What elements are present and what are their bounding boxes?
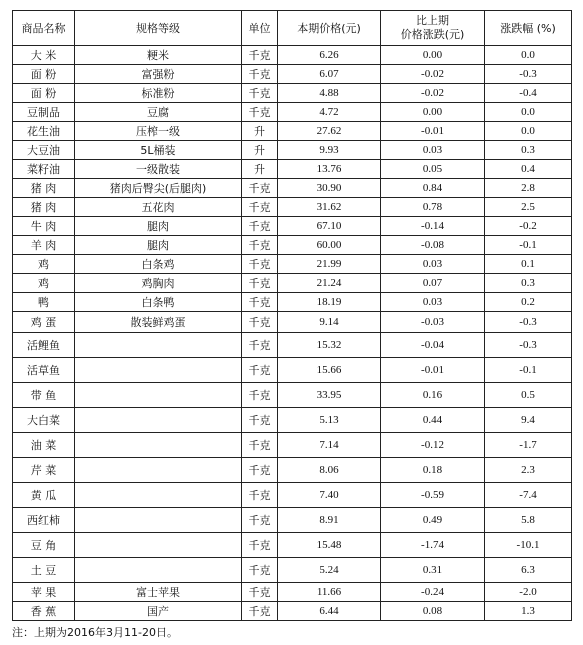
unit-cell: 千克 (242, 508, 278, 533)
change-percent-cell: 2.8 (485, 179, 572, 198)
product-name-cell: 花生油 (13, 122, 75, 141)
price-change-cell: 0.00 (381, 103, 485, 122)
spec-grade-cell: 猪肉后臀尖(后腿肉) (75, 179, 242, 198)
table-row (13, 408, 572, 433)
table-row (13, 583, 572, 602)
current-price-cell: 8.06 (278, 458, 381, 483)
price-change-cell: -0.02 (381, 65, 485, 84)
product-name-cell: 油 菜 (13, 433, 75, 458)
current-price-cell: 27.62 (278, 122, 381, 141)
product-name-cell: 大 米 (13, 46, 75, 65)
current-price-cell: 60.00 (278, 236, 381, 255)
change-percent-cell: 6.3 (485, 558, 572, 583)
current-price-cell: 6.26 (278, 46, 381, 65)
product-name-cell: 苹 果 (13, 583, 75, 602)
product-name-cell: 大白菜 (13, 408, 75, 433)
price-change-cell: -0.03 (381, 312, 485, 333)
price-change-cell: 0.03 (381, 293, 485, 312)
spec-grade-cell: 富强粉 (75, 65, 242, 84)
unit-cell: 千克 (242, 602, 278, 621)
product-name-cell: 牛 肉 (13, 217, 75, 236)
change-percent-cell: -0.1 (485, 358, 572, 383)
current-price-cell: 13.76 (278, 160, 381, 179)
table-row (13, 217, 572, 236)
current-price-cell: 18.19 (278, 293, 381, 312)
table-row (13, 358, 572, 383)
header-price-change (381, 11, 485, 46)
price-change-cell: -0.24 (381, 583, 485, 602)
current-price-cell: 15.32 (278, 333, 381, 358)
spec-grade-cell (75, 358, 242, 383)
price-change-cell: -1.74 (381, 533, 485, 558)
current-price-cell: 15.48 (278, 533, 381, 558)
change-percent-cell: 0.0 (485, 122, 572, 141)
spec-grade-cell: 国产 (75, 602, 242, 621)
unit-cell: 千克 (242, 103, 278, 122)
table-row (13, 433, 572, 458)
price-change-cell: 0.31 (381, 558, 485, 583)
current-price-cell: 11.66 (278, 583, 381, 602)
spec-grade-cell (75, 483, 242, 508)
header-change-percent: 涨跌幅 (%) (485, 11, 572, 46)
unit-cell: 千克 (242, 558, 278, 583)
current-price-cell: 67.10 (278, 217, 381, 236)
price-change-cell: 0.03 (381, 255, 485, 274)
spec-grade-cell (75, 383, 242, 408)
change-percent-cell: -0.1 (485, 236, 572, 255)
current-price-cell: 8.91 (278, 508, 381, 533)
product-name-cell: 带 鱼 (13, 383, 75, 408)
spec-grade-cell: 散装鲜鸡蛋 (75, 312, 242, 333)
product-name-cell: 鸡 (13, 255, 75, 274)
spec-grade-cell: 豆腐 (75, 103, 242, 122)
table-row (13, 383, 572, 408)
change-percent-cell: 0.5 (485, 383, 572, 408)
product-name-cell: 鸭 (13, 293, 75, 312)
spec-grade-cell (75, 408, 242, 433)
unit-cell: 千克 (242, 533, 278, 558)
unit-cell: 千克 (242, 65, 278, 84)
change-percent-cell: 1.3 (485, 602, 572, 621)
unit-cell: 千克 (242, 255, 278, 274)
change-percent-cell: -0.3 (485, 333, 572, 358)
price-change-cell: -0.08 (381, 236, 485, 255)
price-change-cell: 0.05 (381, 160, 485, 179)
spec-grade-cell: 腿肉 (75, 236, 242, 255)
table-row (13, 198, 572, 217)
unit-cell: 千克 (242, 358, 278, 383)
price-change-cell: 0.03 (381, 141, 485, 160)
current-price-cell: 31.62 (278, 198, 381, 217)
header-product-name: 商品名称 (13, 11, 75, 46)
current-price-cell: 4.72 (278, 103, 381, 122)
price-change-cell: 0.49 (381, 508, 485, 533)
change-percent-cell: -0.3 (485, 65, 572, 84)
product-name-cell: 活鲤鱼 (13, 333, 75, 358)
change-percent-cell: 9.4 (485, 408, 572, 433)
price-change-cell: -0.59 (381, 483, 485, 508)
table-row (13, 236, 572, 255)
table-row (13, 141, 572, 160)
spec-grade-cell: 白条鸡 (75, 255, 242, 274)
product-name-cell: 猪 肉 (13, 198, 75, 217)
product-name-cell: 猪 肉 (13, 179, 75, 198)
change-percent-cell: 0.0 (485, 103, 572, 122)
current-price-cell: 7.40 (278, 483, 381, 508)
unit-cell: 千克 (242, 483, 278, 508)
header-price-change-text: 比上期 价格涨跌(元) (400, 14, 465, 41)
current-price-cell: 9.14 (278, 312, 381, 333)
spec-grade-cell (75, 458, 242, 483)
current-price-cell: 9.93 (278, 141, 381, 160)
current-price-cell: 6.07 (278, 65, 381, 84)
product-name-cell: 面 粉 (13, 84, 75, 103)
current-price-cell: 5.13 (278, 408, 381, 433)
table-header (13, 11, 572, 46)
unit-cell: 千克 (242, 458, 278, 483)
product-name-cell: 黄 瓜 (13, 483, 75, 508)
table-row (13, 483, 572, 508)
current-price-cell: 21.99 (278, 255, 381, 274)
table-row (13, 122, 572, 141)
spec-grade-cell: 富士苹果 (75, 583, 242, 602)
change-percent-cell: -0.3 (485, 312, 572, 333)
unit-cell: 千克 (242, 312, 278, 333)
unit-cell: 千克 (242, 383, 278, 408)
price-change-cell: 0.44 (381, 408, 485, 433)
change-percent-cell: 0.3 (485, 274, 572, 293)
unit-cell: 千克 (242, 293, 278, 312)
change-percent-cell: 0.4 (485, 160, 572, 179)
table-row (13, 274, 572, 293)
price-change-cell: -0.14 (381, 217, 485, 236)
spec-grade-cell: 压榨一级 (75, 122, 242, 141)
footnote: 注：上期为2016年3月11-20日。 (12, 626, 178, 639)
unit-cell: 千克 (242, 333, 278, 358)
product-name-cell: 大豆油 (13, 141, 75, 160)
price-table (12, 10, 572, 621)
spec-grade-cell: 一级散装 (75, 160, 242, 179)
price-change-cell: 0.16 (381, 383, 485, 408)
spec-grade-cell: 白条鸭 (75, 293, 242, 312)
unit-cell: 升 (242, 141, 278, 160)
table-row (13, 533, 572, 558)
product-name-cell: 鸡 蛋 (13, 312, 75, 333)
price-change-cell: -0.12 (381, 433, 485, 458)
price-change-cell: -0.01 (381, 358, 485, 383)
spec-grade-cell: 5L桶装 (75, 141, 242, 160)
table-row (13, 46, 572, 65)
spec-grade-cell (75, 433, 242, 458)
header-row (13, 11, 572, 46)
unit-cell: 升 (242, 122, 278, 141)
table-row (13, 160, 572, 179)
table-row (13, 65, 572, 84)
product-name-cell: 活草鱼 (13, 358, 75, 383)
table-row (13, 558, 572, 583)
unit-cell: 千克 (242, 408, 278, 433)
change-percent-cell: 5.8 (485, 508, 572, 533)
current-price-cell: 6.44 (278, 602, 381, 621)
spec-grade-cell: 鸡胸肉 (75, 274, 242, 293)
table-row (13, 103, 572, 122)
unit-cell: 千克 (242, 84, 278, 103)
current-price-cell: 30.90 (278, 179, 381, 198)
change-percent-cell: 0.1 (485, 255, 572, 274)
table-row (13, 458, 572, 483)
spec-grade-cell: 粳米 (75, 46, 242, 65)
product-name-cell: 芹 菜 (13, 458, 75, 483)
spec-grade-cell (75, 533, 242, 558)
price-change-cell: 0.78 (381, 198, 485, 217)
table-row (13, 179, 572, 198)
current-price-cell: 21.24 (278, 274, 381, 293)
table-row (13, 84, 572, 103)
price-change-cell: -0.02 (381, 84, 485, 103)
price-change-cell: 0.08 (381, 602, 485, 621)
product-name-cell: 豆 角 (13, 533, 75, 558)
product-name-cell: 香 蕉 (13, 602, 75, 621)
change-percent-cell: -0.2 (485, 217, 572, 236)
change-percent-cell: -1.7 (485, 433, 572, 458)
unit-cell: 千克 (242, 46, 278, 65)
table-row (13, 255, 572, 274)
unit-cell: 千克 (242, 198, 278, 217)
table-row (13, 333, 572, 358)
change-percent-cell: 0.0 (485, 46, 572, 65)
price-change-cell: 0.00 (381, 46, 485, 65)
change-percent-cell: -2.0 (485, 583, 572, 602)
change-percent-cell: 0.2 (485, 293, 572, 312)
table-body (13, 46, 572, 621)
current-price-cell: 5.24 (278, 558, 381, 583)
spec-grade-cell (75, 508, 242, 533)
header-unit: 单位 (242, 11, 278, 46)
change-percent-cell: 2.5 (485, 198, 572, 217)
spec-grade-cell: 五花肉 (75, 198, 242, 217)
header-current-price: 本期价格(元) (278, 11, 381, 46)
change-percent-cell: 2.3 (485, 458, 572, 483)
spec-grade-cell (75, 558, 242, 583)
unit-cell: 千克 (242, 179, 278, 198)
current-price-cell: 15.66 (278, 358, 381, 383)
header-spec-grade: 规格等级 (75, 11, 242, 46)
table-row (13, 602, 572, 621)
current-price-cell: 7.14 (278, 433, 381, 458)
change-percent-cell: -10.1 (485, 533, 572, 558)
product-name-cell: 西红柿 (13, 508, 75, 533)
spec-grade-cell: 腿肉 (75, 217, 242, 236)
product-name-cell: 豆制品 (13, 103, 75, 122)
spec-grade-cell: 标准粉 (75, 84, 242, 103)
product-name-cell: 羊 肉 (13, 236, 75, 255)
current-price-cell: 4.88 (278, 84, 381, 103)
table-row (13, 312, 572, 333)
table-row (13, 293, 572, 312)
spec-grade-cell (75, 333, 242, 358)
price-change-cell: 0.18 (381, 458, 485, 483)
unit-cell: 千克 (242, 217, 278, 236)
unit-cell: 千克 (242, 433, 278, 458)
price-change-cell: -0.04 (381, 333, 485, 358)
price-change-cell: 0.84 (381, 179, 485, 198)
price-change-cell: 0.07 (381, 274, 485, 293)
unit-cell: 千克 (242, 274, 278, 293)
current-price-cell: 33.95 (278, 383, 381, 408)
unit-cell: 千克 (242, 236, 278, 255)
table-row (13, 508, 572, 533)
unit-cell: 千克 (242, 583, 278, 602)
price-change-cell: -0.01 (381, 122, 485, 141)
change-percent-cell: -0.4 (485, 84, 572, 103)
change-percent-cell: 0.3 (485, 141, 572, 160)
product-name-cell: 鸡 (13, 274, 75, 293)
product-name-cell: 菜籽油 (13, 160, 75, 179)
product-name-cell: 土 豆 (13, 558, 75, 583)
change-percent-cell: -7.4 (485, 483, 572, 508)
product-name-cell: 面 粉 (13, 65, 75, 84)
unit-cell: 升 (242, 160, 278, 179)
